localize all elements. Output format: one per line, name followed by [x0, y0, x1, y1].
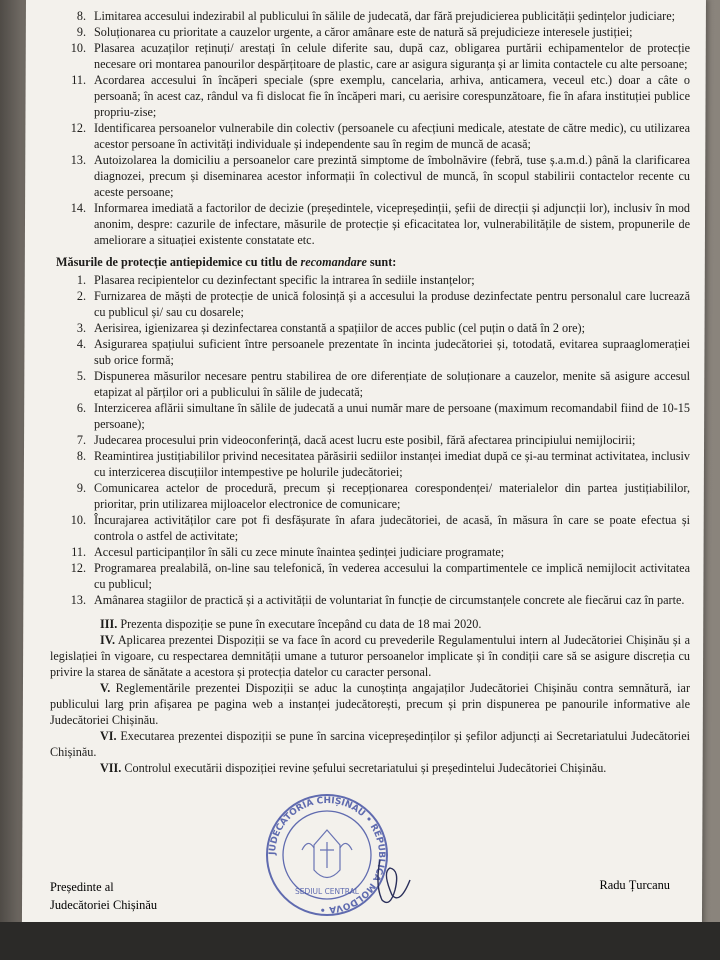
section-title-emphasis: recomandare: [300, 255, 367, 269]
closing-paragraph: [50, 632, 690, 680]
section-title-text: Măsurile de protecție antiepidemice cu titlu de: [56, 255, 301, 269]
list-item-number: 11.: [71, 73, 86, 87]
list-item: [50, 152, 690, 200]
list-item-number: 2.: [76, 289, 86, 303]
bottom-edge: [0, 922, 720, 960]
list-item: [50, 200, 690, 248]
svg-text:SEDIUL CENTRAL: SEDIUL CENTRAL: [295, 887, 359, 896]
list-item-number: 13.: [70, 153, 86, 167]
list-item: [50, 272, 690, 288]
closing-paragraph: [50, 760, 690, 776]
list-item: [50, 592, 690, 608]
list-item-number: 4.: [76, 337, 86, 351]
section-title: [56, 254, 690, 270]
list-item-number: 13.: [70, 593, 86, 607]
list-item: [50, 560, 690, 592]
list-item: [50, 336, 690, 368]
signatory-name: Radu Țurcanu: [599, 878, 670, 892]
list-item-number: 9.: [76, 481, 86, 495]
paragraph-text: Aplicarea prezentei Dispoziții se va face în acord cu prevederile Regulamentului intern al Judecătoriei Chișinău și a legislației în vigoare, cu respectarea demnității umane a tuturor persoanelor implicate și în condiții care să se asigure discreția cu privire la starea de sănătate a acestora și protecția datelor cu caracter personal.: [50, 633, 690, 679]
closing-paragraph: [50, 680, 690, 728]
list-item: [50, 72, 690, 120]
list-item-text: Soluționarea cu prioritate a cauzelor urgente, a căror amânare este de natură să prejudicieze interesele justiției;: [94, 25, 633, 39]
list-item-text: Autoizolarea la domiciliu a persoanelor care prezintă simptome de îmbolnăvire (febră, tuse ș.a.m.d.) până la clarificarea diagnozei, precum și diseminarea acestor informații în colectivul de muncă, în scopul stabilirii contactelor recente cu aceste persoane;: [94, 153, 690, 199]
list-item-text: Comunicarea actelor de procedură, precum și recepționarea corespondenței/ materialelor din partea justițiabililor, prioritar, prin utilizarea mijloacelor electronice de comunicare;: [94, 481, 690, 511]
list-item-text: Programarea prealabilă, on-line sau telefonică, în vederea accesului la compartimentele ce implică nemijlocit activitatea cu publicul;: [94, 561, 690, 591]
paragraph-number: V.: [100, 681, 111, 695]
list-item: [50, 8, 690, 24]
list-item-text: Accesul participanților în săli cu zece minute înaintea ședinței judiciare programate;: [94, 545, 505, 559]
list-item-number: 5.: [76, 369, 86, 383]
paragraph-number: VI.: [100, 729, 117, 743]
paragraph-text: Reglementările prezentei Dispoziții se aduc la cunoștința angajaților Judecătoriei Chișinău contra semnătură, iar publicului larg prin afișarea pe pagina web a instanței judecătorești, precum și prin dispunerea pe panourile informative ale Judecătoriei Chișinău.: [50, 681, 690, 727]
list-item-number: 8.: [76, 449, 86, 463]
list-item-number: 3.: [76, 321, 86, 335]
list-item: [50, 368, 690, 400]
paragraph-number: VII.: [100, 761, 122, 775]
section-title-end: sunt:: [366, 255, 397, 269]
svg-text:JUDECĂTORIA CHIȘINĂU • REPUBLI: JUDECĂTORIA CHIȘINĂU • REPUBLICA MOLDOVA •: [267, 795, 387, 915]
list-item: [50, 448, 690, 480]
list-item-text: Dispunerea măsurilor necesare pentru stabilirea de ore diferențiate de soluționare a cauzelor, menite să asigure accesul etapizat al părților ori a publicului în sălile de judecată;: [94, 369, 690, 399]
paragraph-text: Executarea prezentei dispoziții se pune în sarcina vicepreședinților și șefilor adjuncți ai Secretariatului Judecătoriei Chișinău.: [50, 729, 690, 759]
list-item: [50, 288, 690, 320]
list-item-text: Identificarea persoanelor vulnerabile din colectiv (persoanele cu afecțiuni medicale, atestate de către medic), cu utilizarea acestor persoane în activități individuale și independente sau în regim de muncă de acasă;: [94, 121, 690, 151]
closing-paragraph: [50, 728, 690, 760]
list-item: [50, 320, 690, 336]
list-item: [50, 400, 690, 432]
signatory-title-line2: Judecătoriei Chișinău: [50, 898, 158, 912]
list-item-number: 6.: [76, 401, 86, 415]
paragraph-text: Prezenta dispoziție se pune în executare începând cu data de 18 mai 2020.: [117, 617, 482, 631]
list-item-text: Plasarea acuzaților reținuți/ arestați în celule diferite sau, după caz, obligarea purtării echipamentelor de protecție necesare ori montarea panourilor despărțitoare de plastic, care ar asigura siguranța și ar limita contactele cu alte persoane;: [94, 41, 690, 71]
signatory-title: [50, 878, 157, 914]
list-item-number: 12.: [70, 121, 86, 135]
signature-block: [50, 878, 670, 918]
list-item-text: Plasarea recipientelor cu dezinfectant specific la intrarea în sediile instanțelor;: [94, 273, 475, 287]
closing-paragraphs: [50, 616, 690, 776]
list-item: [50, 480, 690, 512]
closing-paragraph: [50, 616, 690, 632]
list-item-text: Judecarea procesului prin videoconferință, dacă acest lucru este posibil, fără afectarea principiului nemijlocirii;: [94, 433, 636, 447]
list-item-text: Limitarea accesului indezirabil al publicului în sălile de judecată, dar fără prejudicierea publicității ședințelor judiciare;: [94, 9, 676, 23]
list-item-text: Aerisirea, igienizarea și dezinfectarea constantă a spațiilor de acces public (cel puțin o dată în 2 ore);: [94, 321, 585, 335]
obligatory-measures-list: [50, 8, 690, 248]
list-item-number: 9.: [76, 25, 86, 39]
list-item: [50, 512, 690, 544]
recommended-measures-list: [50, 272, 690, 608]
list-item-text: Furnizarea de măști de protecție de unică folosință și a accesului la produse dezinfectate pentru personalul care lucrează cu publicul și/ sau cu dosarele;: [94, 289, 690, 319]
list-item-text: Asigurarea spațiului suficient între persoanele prezentate în incinta judecătoriei și, totodată, evitarea supraaglomerației sub orice formă;: [94, 337, 690, 367]
list-item: [50, 120, 690, 152]
list-item: [50, 432, 690, 448]
list-item-number: 10.: [70, 41, 86, 55]
paragraph-text: Controlul executării dispoziției revine șefului secretariatului și președintelui Judecătoriei Chișinău.: [121, 761, 607, 775]
list-item-text: Încurajarea activităților care pot fi desfășurate în afara judecătoriei, de acasă, în măsura în care se poate efectua și controla o astfel de activitate;: [94, 513, 690, 543]
signatory-title-line1: Președinte al: [50, 880, 114, 894]
list-item-number: 14.: [70, 201, 86, 215]
list-item: [50, 24, 690, 40]
list-item-number: 8.: [76, 9, 86, 23]
list-item: [50, 40, 690, 72]
list-item-number: 11.: [71, 545, 86, 559]
list-item-text: Acordarea accesului în încăperi speciale (spre exemplu, cancelaria, arhiva, anticamera, veceul etc.) doar a câte o persoană; în acest caz, rândul va fi dislocat fie în încăperi mari, cu aerisire corespunzătoare, fie în afara instituției publice propriu-zise;: [94, 73, 690, 119]
list-item-number: 10.: [70, 513, 86, 527]
list-item-number: 12.: [70, 561, 86, 575]
document-body: [50, 8, 690, 776]
list-item-text: Reamintirea justițiabililor privind necesitatea părăsirii sediilor instanței imediat după ce și-au terminat activitatea, inclusiv cu interzicerea discuțiilor intempestive pe holurile judecătoriei;: [94, 449, 690, 479]
list-item-text: Interzicerea aflării simultane în sălile de judecată a unui număr mare de persoane (maximum recomandabil fiind de 10-15 persoane);: [94, 401, 690, 431]
paragraph-number: IV.: [100, 633, 116, 647]
list-item: [50, 544, 690, 560]
list-item-text: Informarea imediată a factorilor de decizie (președintele, vicepreședinții, șefii de direcții și adjuncții lor), inclusiv în mod anonim, despre: cazurile de infectare, măsurile de protecție și eficacitatea lor, vulnerabilitățile de sistem, propunerile de ameliorare a situației existente constatate etc.: [94, 201, 690, 247]
paragraph-number: III.: [100, 617, 118, 631]
list-item-number: 7.: [76, 433, 86, 447]
list-item-text: Amânarea stagiilor de practică și a activității de voluntariat în funcție de circumstanțele concrete ale fiecărui caz în parte.: [94, 593, 685, 607]
list-item-number: 1.: [76, 273, 86, 287]
